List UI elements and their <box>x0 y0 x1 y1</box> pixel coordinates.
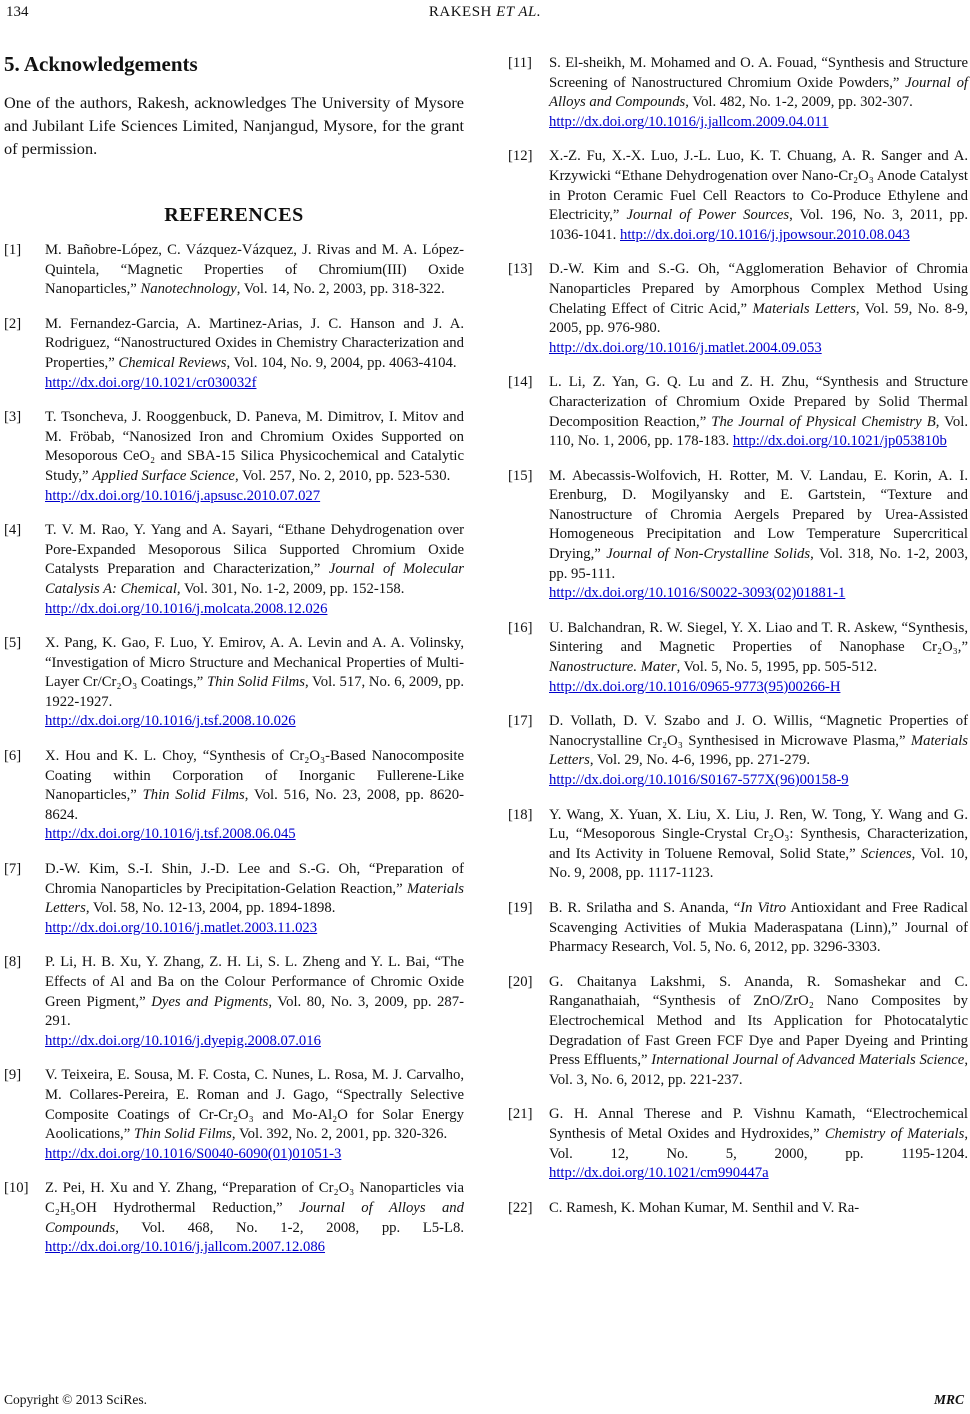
running-title-et-al: ET AL. <box>496 4 542 20</box>
reference-number: [19] <box>508 899 533 916</box>
reference-text <box>45 1179 464 1257</box>
reference-text <box>549 467 968 604</box>
reference-journal: Chemistry of Materials <box>824 1125 965 1142</box>
reference-item <box>508 260 968 358</box>
reference-authors-title: V. Teixeira, E. Sousa, M. F. Costa, C. Nunes, L. Rosa, M. J. Carvalho, M. Collares-Pereira, E. Roman and J. Gago, “Spectrally Selective Composite Coatings of Cr-Cr₂O₃ and Mo-Al₂O for Solar Energy Aoolications,” <box>45 1067 464 1143</box>
reference-doi-link[interactable]: http://dx.doi.org/10.1016/j.dyepig.2008.07.016 <box>45 1032 321 1049</box>
reference-doi-link[interactable]: http://dx.doi.org/10.1016/j.matlet.2004.09.053 <box>549 339 822 356</box>
reference-journal: International Journal of Advanced Materials Science <box>651 1052 965 1069</box>
reference-authors-title: X. Hou and K. L. Choy, “Synthesis of Cr₂O₃-Based Nanocomposite Coating within Corporation of Inorganic Fullerene-Like Nanoparticles,” <box>45 748 464 804</box>
reference-details: , Vol. 196, No. 3, 2011, pp. 1036-1041. <box>549 207 969 243</box>
reference-journal: Materials Letters <box>549 732 968 769</box>
reference-number: [10] <box>4 1180 29 1197</box>
reference-journal: Chemical Reviews <box>118 354 227 371</box>
reference-item <box>4 1179 464 1257</box>
reference-doi-link[interactable]: http://dx.doi.org/10.1016/j.tsf.2008.10.026 <box>45 713 296 730</box>
reference-doi-link[interactable]: http://dx.doi.org/10.1016/S0022-3093(02)01881-1 <box>549 585 846 602</box>
reference-text <box>45 241 464 300</box>
reference-authors-title: Z. Pei, H. Xu and Y. Zhang, “Preparation of Cr₂O₃ Nanoparticles via C₂H₅OH Hydrothermal Reduction,” <box>45 1180 464 1216</box>
reference-details: , Vol. 516, No. 23, 2008, pp. 8620-8624. <box>45 787 464 823</box>
reference-number: [13] <box>508 261 533 278</box>
reference-text <box>549 260 968 358</box>
reference-authors-title: P. Li, H. B. Xu, Y. Zhang, Z. H. Li, S. L. Zheng and Y. L. Bai, “The Effects of Al and Ba on the Colour Performance of Chromic Oxide Green Pigment,” <box>45 954 464 1010</box>
reference-authors-title: G. H. Annal Therese and P. Vishnu Kamath, “Electrochemical Synthesis of Metal Oxides and Hydroxides,” <box>549 1106 968 1142</box>
reference-authors-title: C. Ramesh, K. Mohan Kumar, M. Senthil and V. Ra- <box>549 1199 860 1216</box>
reference-item <box>508 467 968 604</box>
reference-number: [15] <box>508 467 533 484</box>
reference-authors-title: X. Pang, K. Gao, F. Luo, Y. Emirov, A. A. Levin and A. A. Volinsky, “Investigation of Micro Structure and Mechanical Properties of Multi-Layer Cr/Cr₂O₃ Coatings,” <box>45 635 464 691</box>
reference-doi-link[interactable]: http://dx.doi.org/10.1021/jp053810b <box>732 433 947 450</box>
reference-number: [14] <box>508 374 533 391</box>
reference-number: [17] <box>508 713 533 730</box>
reference-text <box>45 408 464 506</box>
right-column <box>508 54 968 1233</box>
reference-number: [16] <box>508 619 533 636</box>
reference-number: [22] <box>508 1199 533 1216</box>
references-heading: REFERENCES <box>164 204 304 226</box>
reference-list-left <box>4 241 464 1258</box>
reference-details: , Vol. 10, No. 9, 2008, pp. 1117-1123. <box>549 845 969 882</box>
reference-details: , Vol. 5, No. 5, 1995, pp. 505-512. <box>676 659 878 676</box>
reference-text <box>549 373 968 451</box>
reference-doi-link[interactable]: http://dx.doi.org/10.1016/j.tsf.2008.06.045 <box>45 826 296 843</box>
reference-number: [21] <box>508 1106 533 1123</box>
reference-number: [7] <box>4 861 22 878</box>
reference-authors-title: B. R. Srilatha and S. Ananda, “ <box>549 899 741 916</box>
journal-abbrev: MRC <box>933 1392 964 1407</box>
reference-journal: Nanostructure. Mater <box>549 659 677 676</box>
reference-item <box>4 953 464 1051</box>
reference-journal: Journal of Molecular Catalysis A: Chemical <box>45 561 465 597</box>
reference-doi-link[interactable]: http://dx.doi.org/10.1016/j.molcata.2008.12.026 <box>45 600 328 617</box>
reference-text <box>549 712 968 790</box>
reference-number: [4] <box>4 522 22 539</box>
reference-item <box>508 54 968 132</box>
reference-text <box>549 147 968 245</box>
reference-authors-title: M. Abecassis-Wolfovich, H. Rotter, M. V. Landau, E. Korin, A. I. Erenburg, D. Mogilyansky and E. Gartstein, “Texture and Nanostructure of Chromia Aergels Prepared by Urea-Assisted Homogeneous Precipitation and Low Temperature Supercritical Drying,” <box>549 467 968 563</box>
running-title-author: RAKESH <box>428 4 492 20</box>
reference-doi-link[interactable]: http://dx.doi.org/10.1016/0965-9773(95)00266-H <box>549 678 841 695</box>
reference-doi-link[interactable]: http://dx.doi.org/10.1016/S0167-577X(96)00158-9 <box>549 772 849 788</box>
reference-details: , Vol. 58, No. 12-13, 2004, pp. 1894-1898. <box>85 900 336 917</box>
reference-journal: Applied Surface Science <box>92 467 235 484</box>
reference-number: [20] <box>508 973 533 990</box>
reference-number: [6] <box>4 748 22 765</box>
reference-details: , Vol. 301, No. 1-2, 2009, pp. 152-158. <box>176 580 405 597</box>
reference-text <box>549 619 968 697</box>
reference-item <box>508 619 968 697</box>
page-header <box>0 4 970 28</box>
reference-authors-title: T. Tsoncheva, J. Rooggenbuck, D. Paneva, M. Dimitrov, I. Mitov and M. Fröbab, “Nanosized Iron and Chromium Oxides Supported on Mesoporous CeO₂ and SBA-15 Silica Physicochemical and Catalytic Study,” <box>45 409 464 484</box>
reference-details: , Vol. 468, No. 1-2, 2008, pp. L5-L8. <box>115 1219 464 1236</box>
reference-number: [12] <box>508 148 533 165</box>
reference-details: , Vol. 3, No. 6, 2012, pp. 221-237. <box>549 1052 968 1088</box>
reference-item <box>508 1105 968 1183</box>
reference-text <box>45 521 464 619</box>
reference-number: [3] <box>4 409 22 426</box>
reference-authors-title: Y. Wang, X. Yuan, X. Liu, X. Liu, J. Ren, W. Tong, Y. Wang and G. Lu, “Mesoporous Single-Crystal Cr₂O₃: Synthesis, Characterization, and Its Activity in Toluene Removal, Solid State,” <box>549 806 968 862</box>
reference-details: , Vol. 110, No. 1, 2006, pp. 178-183. <box>549 413 968 450</box>
reference-text <box>45 747 464 845</box>
reference-authors-title: X.-Z. Fu, X.-X. Luo, J.-L. Luo, K. T. Chuang, A. R. Sanger and A. Krzywicki “Ethane Dehydrogenation over Nano-Cr₂O₃ Anode Catalyst in Proton Ceramic Fuel Cell Reactors to Co-Produce Ethylene and Electricity,” <box>549 148 968 224</box>
reference-details: , Vol. 12, No. 5, 2000, pp. 1195-1204. <box>549 1125 968 1162</box>
reference-doi-link[interactable]: http://dx.doi.org/10.1016/j.jpowsour.2010.08.043 <box>620 226 910 243</box>
reference-details: , Vol. 482, No. 1-2, 2009, pp. 302-307. <box>685 94 913 111</box>
reference-journal: Thin Solid Films <box>142 787 245 804</box>
reference-item <box>508 712 968 790</box>
reference-doi-link[interactable]: http://dx.doi.org/10.1021/cm990447a <box>549 1165 769 1182</box>
reference-details: , Vol. 80, No. 3, 2009, pp. 287-291. <box>45 993 464 1030</box>
reference-details: , Vol. 14, No. 2, 2003, pp. 318-322. <box>236 281 445 298</box>
reference-journal: Journal of Alloys and Compounds <box>45 1199 464 1236</box>
reference-authors-title: D. Vollath, D. V. Szabo and J. O. Willis, “Magnetic Properties of Nanocrystalline Cr₂O₃ Synthesised in Microwave Plasma,” <box>549 713 968 749</box>
reference-authors-title: D.-W. Kim, S.-I. Shin, J.-D. Lee and S.-G. Oh, “Preparation of Chromia Nanoparticles by Precipitation-Gelation Reaction,” <box>45 861 464 897</box>
reference-doi-link[interactable]: http://dx.doi.org/10.1021/cr030032f <box>45 374 257 391</box>
reference-item <box>508 806 968 884</box>
reference-authors-title: G. Chaitanya Lakshmi, S. Ananda, R. Somashekar and C. Ranganathaiah, “Synthesis of ZnO/ZrO₂ Nano Composites by Electrochemical Method and Its Application for Photocatalytic Degradation of Fast Green FCF Dye and Paper Dyeing and Printing Press Effluents,” <box>549 973 968 1069</box>
reference-text <box>549 899 968 958</box>
reference-item <box>4 1066 464 1164</box>
reference-number: [9] <box>4 1067 22 1084</box>
reference-details: Antioxidant and Free Radical Scavenging Activities of Mukia Maderaspatana (Linn),” Journal of Pharmacy Research, Vol. 5, No. 6, 2012, pp. 3296-3303. <box>549 899 968 956</box>
reference-journal: Sciences <box>861 845 912 862</box>
reference-doi-link[interactable]: http://dx.doi.org/10.1016/j.matlet.2003.11.023 <box>45 919 318 936</box>
page-number: 134 <box>6 4 29 20</box>
reference-item <box>4 634 464 732</box>
acknowledgements-text: One of the authors, Rakesh, acknowledges The University of Mysore and Jubilant Life Sciences Limited, Nanjangud, Mysore, for the grant of permission. <box>4 93 464 158</box>
reference-item <box>4 315 464 393</box>
reference-list-right <box>508 54 968 1218</box>
reference-authors-title: M. Bañobre-López, C. Vázquez-Vázquez, J. Rivas and M. A. López-Quintela, “Magnetic Properties of Chromium(III) Oxide Nanoparticles,” <box>45 242 464 298</box>
reference-item <box>4 408 464 506</box>
reference-item <box>508 147 968 245</box>
reference-details: , Vol. 29, No. 4-6, 1996, pp. 271-279. <box>589 752 810 769</box>
reference-authors-title: U. Balchandran, R. W. Siegel, Y. X. Liao and T. R. Askew, “Synthesis, Sintering and Magnetic Properties of Nanophase Cr₂O₃,” <box>549 619 968 656</box>
left-column <box>4 52 464 1273</box>
reference-journal: Materials Letters <box>45 880 464 917</box>
reference-journal: In Vitro <box>740 899 787 916</box>
reference-details: , Vol. 59, No. 8-9, 2005, pp. 976-980. <box>549 300 969 337</box>
reference-item <box>508 899 968 958</box>
reference-text <box>549 973 968 1091</box>
reference-journal: Nanotechnology <box>140 281 237 298</box>
reference-doi-link[interactable]: http://dx.doi.org/10.1016/j.jallcom.2009.04.011 <box>549 113 829 130</box>
reference-details: , Vol. 257, No. 2, 2010, pp. 523-530. <box>234 467 451 484</box>
reference-authors-title: L. Li, Z. Yan, G. Q. Lu and Z. H. Zhu, “Synthesis and Structure Characterization of Chromium Oxide Prepared by Solid Thermal Decomposition Reaction,” <box>549 374 968 430</box>
reference-number: [11] <box>508 55 532 71</box>
reference-journal: Journal of Alloys and Compounds <box>549 74 968 111</box>
reference-number: [18] <box>508 806 533 823</box>
reference-journal: Materials Letters <box>752 300 856 317</box>
reference-item <box>508 1199 968 1219</box>
reference-text <box>549 54 968 132</box>
reference-authors-title: D.-W. Kim and S.-G. Oh, “Agglomeration Behavior of Chromia Nanoparticles Prepared by Amorphous Complex Method Using Chelating Effect of Citric Acid,” <box>549 261 968 317</box>
reference-journal: Thin Solid Films <box>207 674 305 691</box>
reference-journal: The Journal of Physical Chemistry B <box>711 413 936 430</box>
running-title <box>0 4 970 21</box>
reference-text <box>549 806 968 884</box>
reference-number: [2] <box>4 315 22 332</box>
reference-doi-link[interactable]: http://dx.doi.org/10.1016/j.jallcom.2007.12.086 <box>45 1239 326 1256</box>
reference-journal: Journal of Power Sources <box>626 207 790 224</box>
reference-doi-link[interactable]: http://dx.doi.org/10.1016/j.apsusc.2010.07.027 <box>45 487 321 504</box>
reference-authors-title: S. El-sheikh, M. Mohamed and O. A. Fouad, “Synthesis and Structure Screening of Nanostructured Chromium Oxide Powders,” <box>549 55 968 91</box>
reference-number: [1] <box>4 242 22 258</box>
reference-text <box>45 315 464 393</box>
reference-text <box>45 860 464 938</box>
reference-text <box>45 634 464 732</box>
reference-details: , Vol. 104, No. 9, 2004, pp. 4063-4104. <box>226 354 457 371</box>
reference-item <box>508 373 968 451</box>
reference-journal: Thin Solid Films <box>133 1126 232 1143</box>
reference-number: [5] <box>4 635 22 652</box>
reference-authors-title: T. V. M. Rao, Y. Yang and A. Sayari, “Ethane Dehydrogenation over Pore-Expanded Mesoporous Silica Supported Chromium Oxide Catalysts Preparation and Characterization,” <box>45 522 464 578</box>
reference-number: [8] <box>4 954 22 971</box>
copyright-notice: Copyright © 2013 SciRes. <box>4 1392 148 1407</box>
reference-details: , Vol. 517, No. 6, 2009, pp. 1922-1927. <box>45 674 464 710</box>
reference-text <box>45 953 464 1051</box>
reference-item <box>4 521 464 619</box>
reference-item <box>508 973 968 1091</box>
reference-details: , Vol. 318, No. 1-2, 2003, pp. 95-111. <box>549 546 968 582</box>
reference-item <box>4 747 464 845</box>
reference-doi-link[interactable]: http://dx.doi.org/10.1016/S0040-6090(01)01051-3 <box>45 1145 342 1162</box>
reference-text <box>549 1105 968 1183</box>
reference-details: , Vol. 392, No. 2, 2001, pp. 320-326. <box>231 1126 448 1143</box>
reference-item <box>4 860 464 938</box>
reference-authors-title: M. Fernandez-Garcia, A. Martinez-Arias, J. C. Hanson and J. A. Rodriguez, “Nanostructured Oxides in Chemistry Characterization and Properties,” <box>45 315 464 371</box>
reference-text <box>549 1199 968 1219</box>
acknowledgements-heading: 5. Acknowledgements <box>4 52 198 76</box>
reference-journal: Dyes and Pigments <box>151 993 269 1010</box>
reference-journal: Journal of Non-Crystalline Solids <box>606 546 811 563</box>
reference-item <box>4 241 464 300</box>
reference-text <box>45 1066 464 1164</box>
